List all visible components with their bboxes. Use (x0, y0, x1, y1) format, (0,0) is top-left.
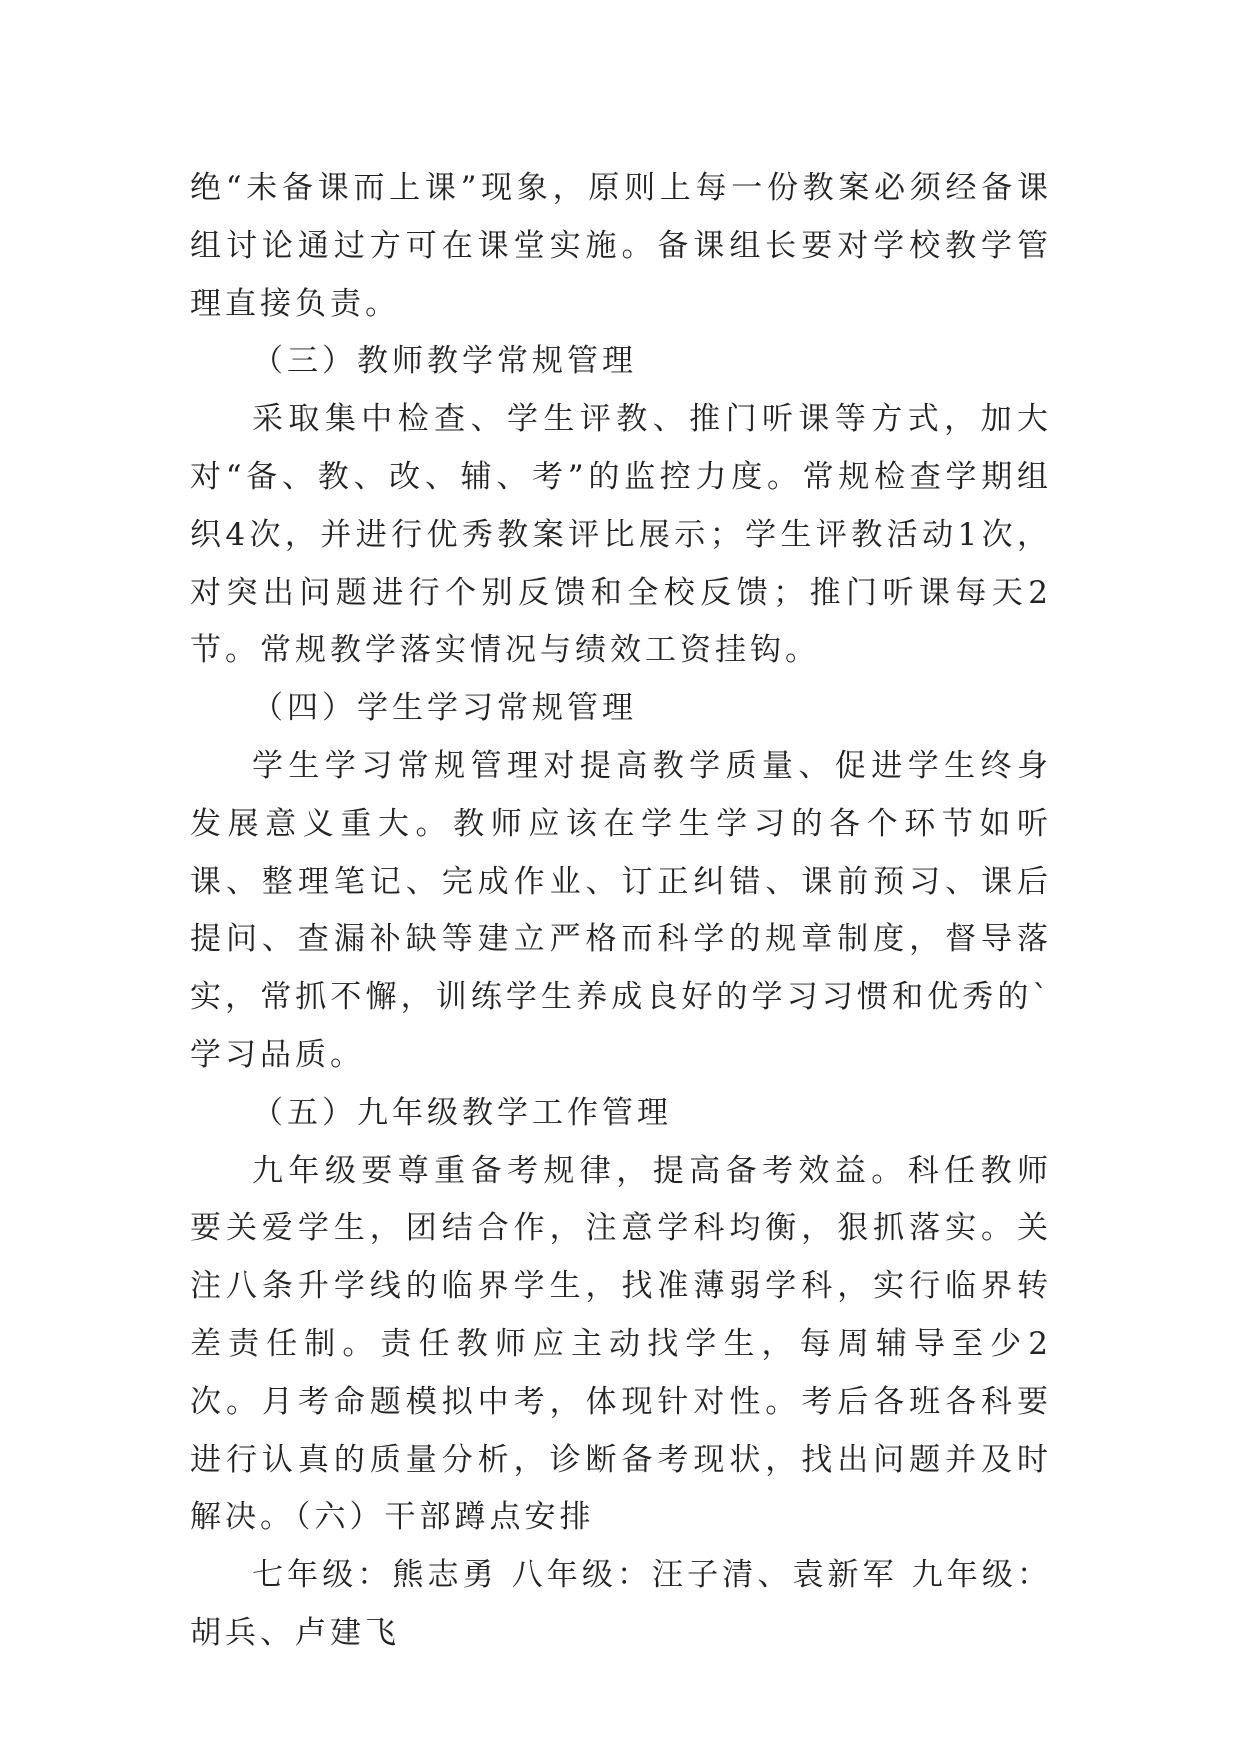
document-body (190, 160, 1052, 1663)
section-heading-6: （六）干部蹲点安排 (295, 1499, 595, 1536)
section-heading-3: （三）教师教学常规管理 (252, 343, 637, 380)
section-heading-4: （四）学生学习常规管理 (252, 690, 637, 727)
paragraph-grade-nine-text: 九年级要尊重备考规律，提高备考效益。科任教师要关爱学生，团结合作，注意学科均衡，狠抓落实。关注八条升学线的临界学生，找准薄弱学科，实行临界转差责任制。责任教师应主动找学生，每周辅导至少2次。月考命题模拟中考，体现针对性。考后各班各科要进行认真的质量分析，诊断备考现状，找出问题并及时解决。 (190, 1152, 1052, 1536)
paragraph-student-learning: 学生学习常规管理对提高教学质量、促进学生终身发展意义重大。教师应该在学生学习的各个环节如听课、整理笔记、完成作业、订正纠错、课前预习、课后提问、查漏补缺等建立严格而科学的规章制度，督导落实，常抓不懈，训练学生养成良好的学习习惯和优秀的`学习品质。 (190, 747, 1052, 1073)
paragraph-continued: 绝“未备课而上课”现象，原则上每一份教案必须经备课组讨论通过方可在课堂实施。备课组长要对学校教学管理直接负责。 (190, 170, 1052, 322)
paragraph-cadre-assignment: 七年级：熊志勇 八年级：汪子清、袁新军 九年级：胡兵、卢建飞 (190, 1557, 1052, 1651)
paragraph-teaching-routine: 采取集中检查、学生评教、推门听课等方式，加大对“备、教、改、辅、考”的监控力度。常规检查学期组织4次，并进行优秀教案评比展示；学生评教活动1次，对突出问题进行个别反馈和全校反馈；推门听课每天2节。常规教学落实情况与绩效工资挂钩。 (190, 401, 1052, 669)
paragraph-grade-nine (190, 1143, 1052, 1548)
section-heading-5: （五）九年级教学工作管理 (252, 1094, 672, 1131)
